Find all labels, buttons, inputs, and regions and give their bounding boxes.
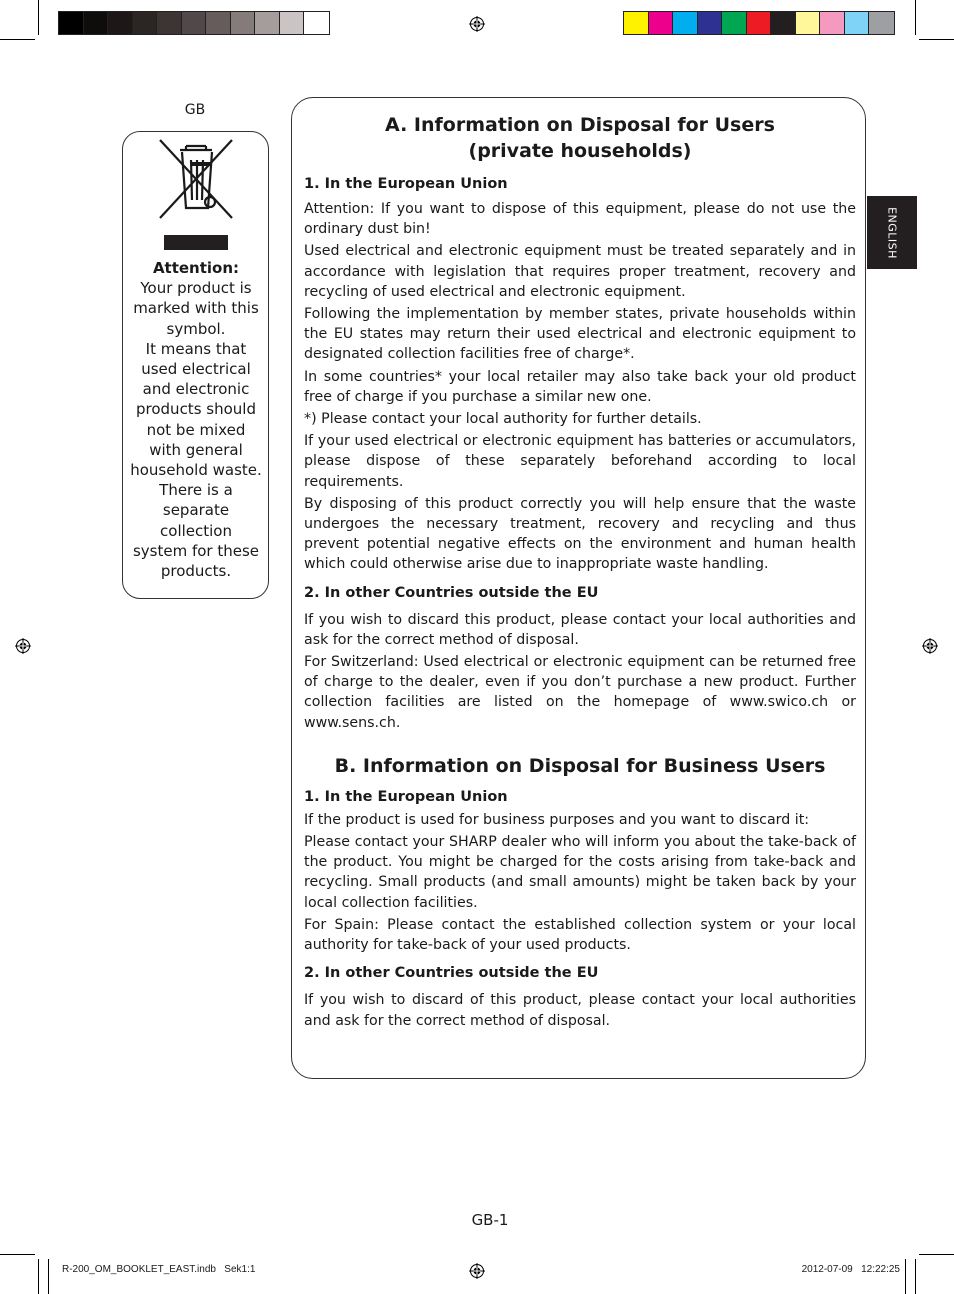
section-b-sub-eu: 1. In the European Union — [304, 788, 508, 805]
attention-line: system for these — [132, 541, 260, 560]
attention-line: There is a separate — [159, 481, 233, 520]
paragraph: For Spain: Please contact the established collection system or your local authority for take-back of your used products. — [304, 916, 856, 954]
print-timestamp: 2012-07-09 12:22:25 — [801, 1264, 900, 1275]
registration-mark-icon — [922, 638, 938, 654]
gray-swatch — [304, 12, 329, 34]
gray-swatch — [157, 12, 182, 34]
gray-swatch — [231, 12, 256, 34]
color-calibration-bar — [623, 11, 895, 35]
color-swatch — [624, 12, 649, 34]
grayscale-calibration-bar — [58, 11, 330, 35]
paragraph: Used electrical and electronic equipment must be treated separately and in accordance with legislation that requires proper treatment, recovery and recycling of used electrical and electronic equipment. — [304, 243, 856, 300]
language-code: GB — [184, 102, 206, 118]
attention-line: It means that — [145, 339, 247, 358]
color-swatch — [673, 12, 698, 34]
paragraph: *) Please contact your local authority for further details. — [304, 411, 702, 428]
attention-line: products should — [136, 400, 256, 419]
attention-line: marked with this — [133, 299, 259, 318]
color-swatch — [771, 12, 796, 34]
gray-swatch — [133, 12, 158, 34]
crop-mark — [0, 39, 35, 40]
attention-line: used electrical — [141, 360, 251, 379]
crop-mark — [919, 39, 954, 40]
section-a-title — [304, 112, 856, 164]
color-swatch — [845, 12, 870, 34]
paragraph: By disposing of this product correctly you will help ensure that the waste undergoes the necessary treatment, recovery and recycling and thus prevent potential negative effects on the environment and human health which could otherwise arise due to inappropriate waste handling. — [304, 495, 856, 573]
color-swatch — [820, 12, 845, 34]
section-a-sub-outside-eu: 2. In other Countries outside the EU — [304, 584, 599, 601]
gray-swatch — [255, 12, 280, 34]
color-swatch — [747, 12, 772, 34]
section-a-title-line1: A. Information on Disposal for Users — [385, 114, 775, 136]
crop-mark — [919, 1254, 954, 1255]
attention-line: with general — [149, 440, 243, 459]
crop-mark — [905, 1259, 906, 1294]
paragraph: If your used electrical or electronic equipment has batteries or accumulators, please dispose of these separately beforehand according to local requirements. — [304, 433, 856, 490]
page-number: GB-1 — [471, 1211, 509, 1229]
paragraph: For Switzerland: Used electrical or electronic equipment can be returned free of charge to the dealer, even if you don’t purchase a new product. Further collection facilities are listed on the homepage of www.swico.ch or www.sens.ch. — [304, 654, 856, 731]
color-swatch — [698, 12, 723, 34]
crop-mark — [0, 1254, 35, 1255]
registration-mark-icon — [15, 638, 31, 654]
crop-mark — [915, 1259, 916, 1294]
gray-swatch — [59, 12, 84, 34]
section-b-sub-outside-eu: 2. In other Countries outside the EU — [304, 965, 599, 982]
crop-mark — [38, 1259, 39, 1294]
crop-mark — [48, 1259, 49, 1294]
color-swatch — [869, 12, 894, 34]
paragraph: In some countries* your local retailer may also take back your old product free of charge if you purchase a similar new one. — [304, 368, 856, 405]
paragraph: Following the implementation by member states, private households within the EU states may return their used electrical and electronic equipment to designated collection facilities free of charge*. — [304, 306, 856, 363]
section-a-sub-eu: 1. In the European Union — [304, 176, 508, 192]
paragraph: If you wish to discard this product, please contact your local authorities and ask for the correct method of disposal. — [304, 611, 856, 648]
registration-mark-icon — [469, 1263, 485, 1279]
section-a-title-line2: (private households) — [468, 140, 692, 162]
attention-heading: Attention: — [152, 259, 240, 277]
crop-mark — [38, 0, 39, 35]
paragraph: Attention: If you want to dispose of this equipment, please do not use the ordinary dust bin! — [304, 201, 856, 238]
bin-underline-bar — [164, 235, 228, 250]
color-swatch — [796, 12, 821, 34]
attention-line: symbol. — [166, 319, 226, 338]
gray-swatch — [84, 12, 109, 34]
gray-swatch — [182, 12, 207, 34]
registration-mark-icon — [469, 16, 485, 32]
attention-line: Your product is — [140, 279, 252, 298]
language-tab-label: ENGLISH — [885, 206, 899, 259]
attention-text — [126, 258, 266, 581]
crop-mark — [915, 0, 916, 35]
section-b-title: B. Information on Disposal for Business Users — [334, 754, 826, 777]
disposal-info-content — [304, 112, 856, 1031]
crossed-out-wheelie-bin-icon — [156, 138, 236, 220]
language-side-tab — [867, 196, 917, 269]
gray-swatch — [280, 12, 305, 34]
attention-line: not be mixed — [146, 420, 246, 439]
file-info: R-200_OM_BOOKLET_EAST.indb Sek1:1 — [62, 1264, 256, 1275]
attention-line: and electronic — [142, 380, 250, 399]
paragraph: If the product is used for business purposes and you want to discard it: — [304, 811, 810, 828]
color-swatch — [649, 12, 674, 34]
gray-swatch — [108, 12, 133, 34]
attention-line: collection — [160, 521, 232, 540]
paragraph: Please contact your SHARP dealer who will inform you about the take-back of the product. You might be charged for the costs arising from take-back and recycling. Small products (and small amounts) might be taken back by your local collection facilities. — [304, 834, 856, 911]
gray-swatch — [206, 12, 231, 34]
color-swatch — [722, 12, 747, 34]
attention-line: household waste. — [130, 461, 262, 480]
paragraph: If you wish to discard of this product, please contact your local authorities and ask for the correct method of disposal. — [304, 992, 856, 1029]
attention-line: products. — [160, 562, 232, 581]
